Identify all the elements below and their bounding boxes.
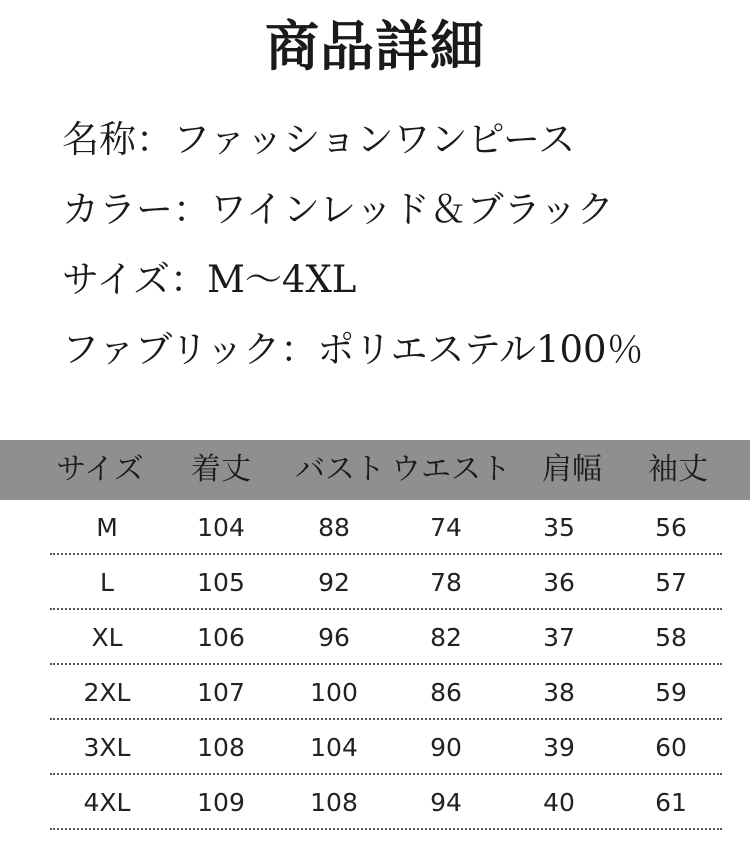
cell-bust: 100 bbox=[310, 678, 358, 707]
cell-shoulder: 39 bbox=[543, 733, 575, 762]
cell-size: XL bbox=[91, 623, 123, 652]
cell-shoulder: 37 bbox=[543, 623, 575, 652]
cell-waist: 74 bbox=[430, 513, 462, 542]
spec-color: カラー：ワインレッド＆ブラック bbox=[62, 188, 614, 231]
cell-waist: 78 bbox=[430, 568, 462, 597]
cell-length: 106 bbox=[197, 623, 245, 652]
cell-bust: 92 bbox=[318, 568, 350, 597]
cell-size: M bbox=[96, 513, 118, 542]
cell-size: 3XL bbox=[83, 733, 131, 762]
cell-shoulder: 40 bbox=[543, 788, 575, 817]
cell-length: 107 bbox=[197, 678, 245, 707]
cell-size: L bbox=[100, 568, 114, 597]
spec-size: サイズ：M～4XL bbox=[62, 258, 357, 301]
cell-sleeve: 61 bbox=[655, 788, 687, 817]
cell-shoulder: 38 bbox=[543, 678, 575, 707]
cell-bust: 104 bbox=[310, 733, 358, 762]
cell-length: 109 bbox=[197, 788, 245, 817]
table-row bbox=[0, 500, 750, 555]
cell-waist: 94 bbox=[430, 788, 462, 817]
product-specs bbox=[62, 105, 644, 385]
cell-size: 2XL bbox=[83, 678, 131, 707]
header-sleeve: 袖丈 bbox=[648, 452, 708, 487]
cell-bust: 88 bbox=[318, 513, 350, 542]
spec-fabric: ファブリック：ポリエステル100％ bbox=[62, 328, 644, 371]
table-row bbox=[0, 555, 750, 610]
spec-name: 名称：ファッションワンピース bbox=[62, 118, 576, 161]
header-shoulder: 肩幅 bbox=[542, 452, 602, 487]
cell-length: 105 bbox=[197, 568, 245, 597]
cell-shoulder: 36 bbox=[543, 568, 575, 597]
header-length: 着丈 bbox=[191, 452, 251, 487]
table-row bbox=[0, 775, 750, 830]
page-title: 商品詳細 bbox=[265, 14, 485, 78]
table-row bbox=[0, 720, 750, 775]
cell-sleeve: 59 bbox=[655, 678, 687, 707]
cell-shoulder: 35 bbox=[543, 513, 575, 542]
cell-waist: 82 bbox=[430, 623, 462, 652]
cell-sleeve: 57 bbox=[655, 568, 687, 597]
cell-bust: 108 bbox=[310, 788, 358, 817]
table-row bbox=[0, 665, 750, 720]
cell-bust: 96 bbox=[318, 623, 350, 652]
header-bust: バスト bbox=[295, 452, 385, 487]
cell-sleeve: 60 bbox=[655, 733, 687, 762]
header-waist: ウエスト bbox=[391, 452, 511, 487]
cell-sleeve: 56 bbox=[655, 513, 687, 542]
size-table-header bbox=[0, 440, 750, 500]
cell-waist: 90 bbox=[430, 733, 462, 762]
header-size: サイズ bbox=[56, 452, 144, 487]
cell-length: 108 bbox=[197, 733, 245, 762]
cell-size: 4XL bbox=[83, 788, 131, 817]
size-table-body bbox=[0, 500, 750, 830]
table-row bbox=[0, 610, 750, 665]
cell-length: 104 bbox=[197, 513, 245, 542]
cell-waist: 86 bbox=[430, 678, 462, 707]
cell-sleeve: 58 bbox=[655, 623, 687, 652]
